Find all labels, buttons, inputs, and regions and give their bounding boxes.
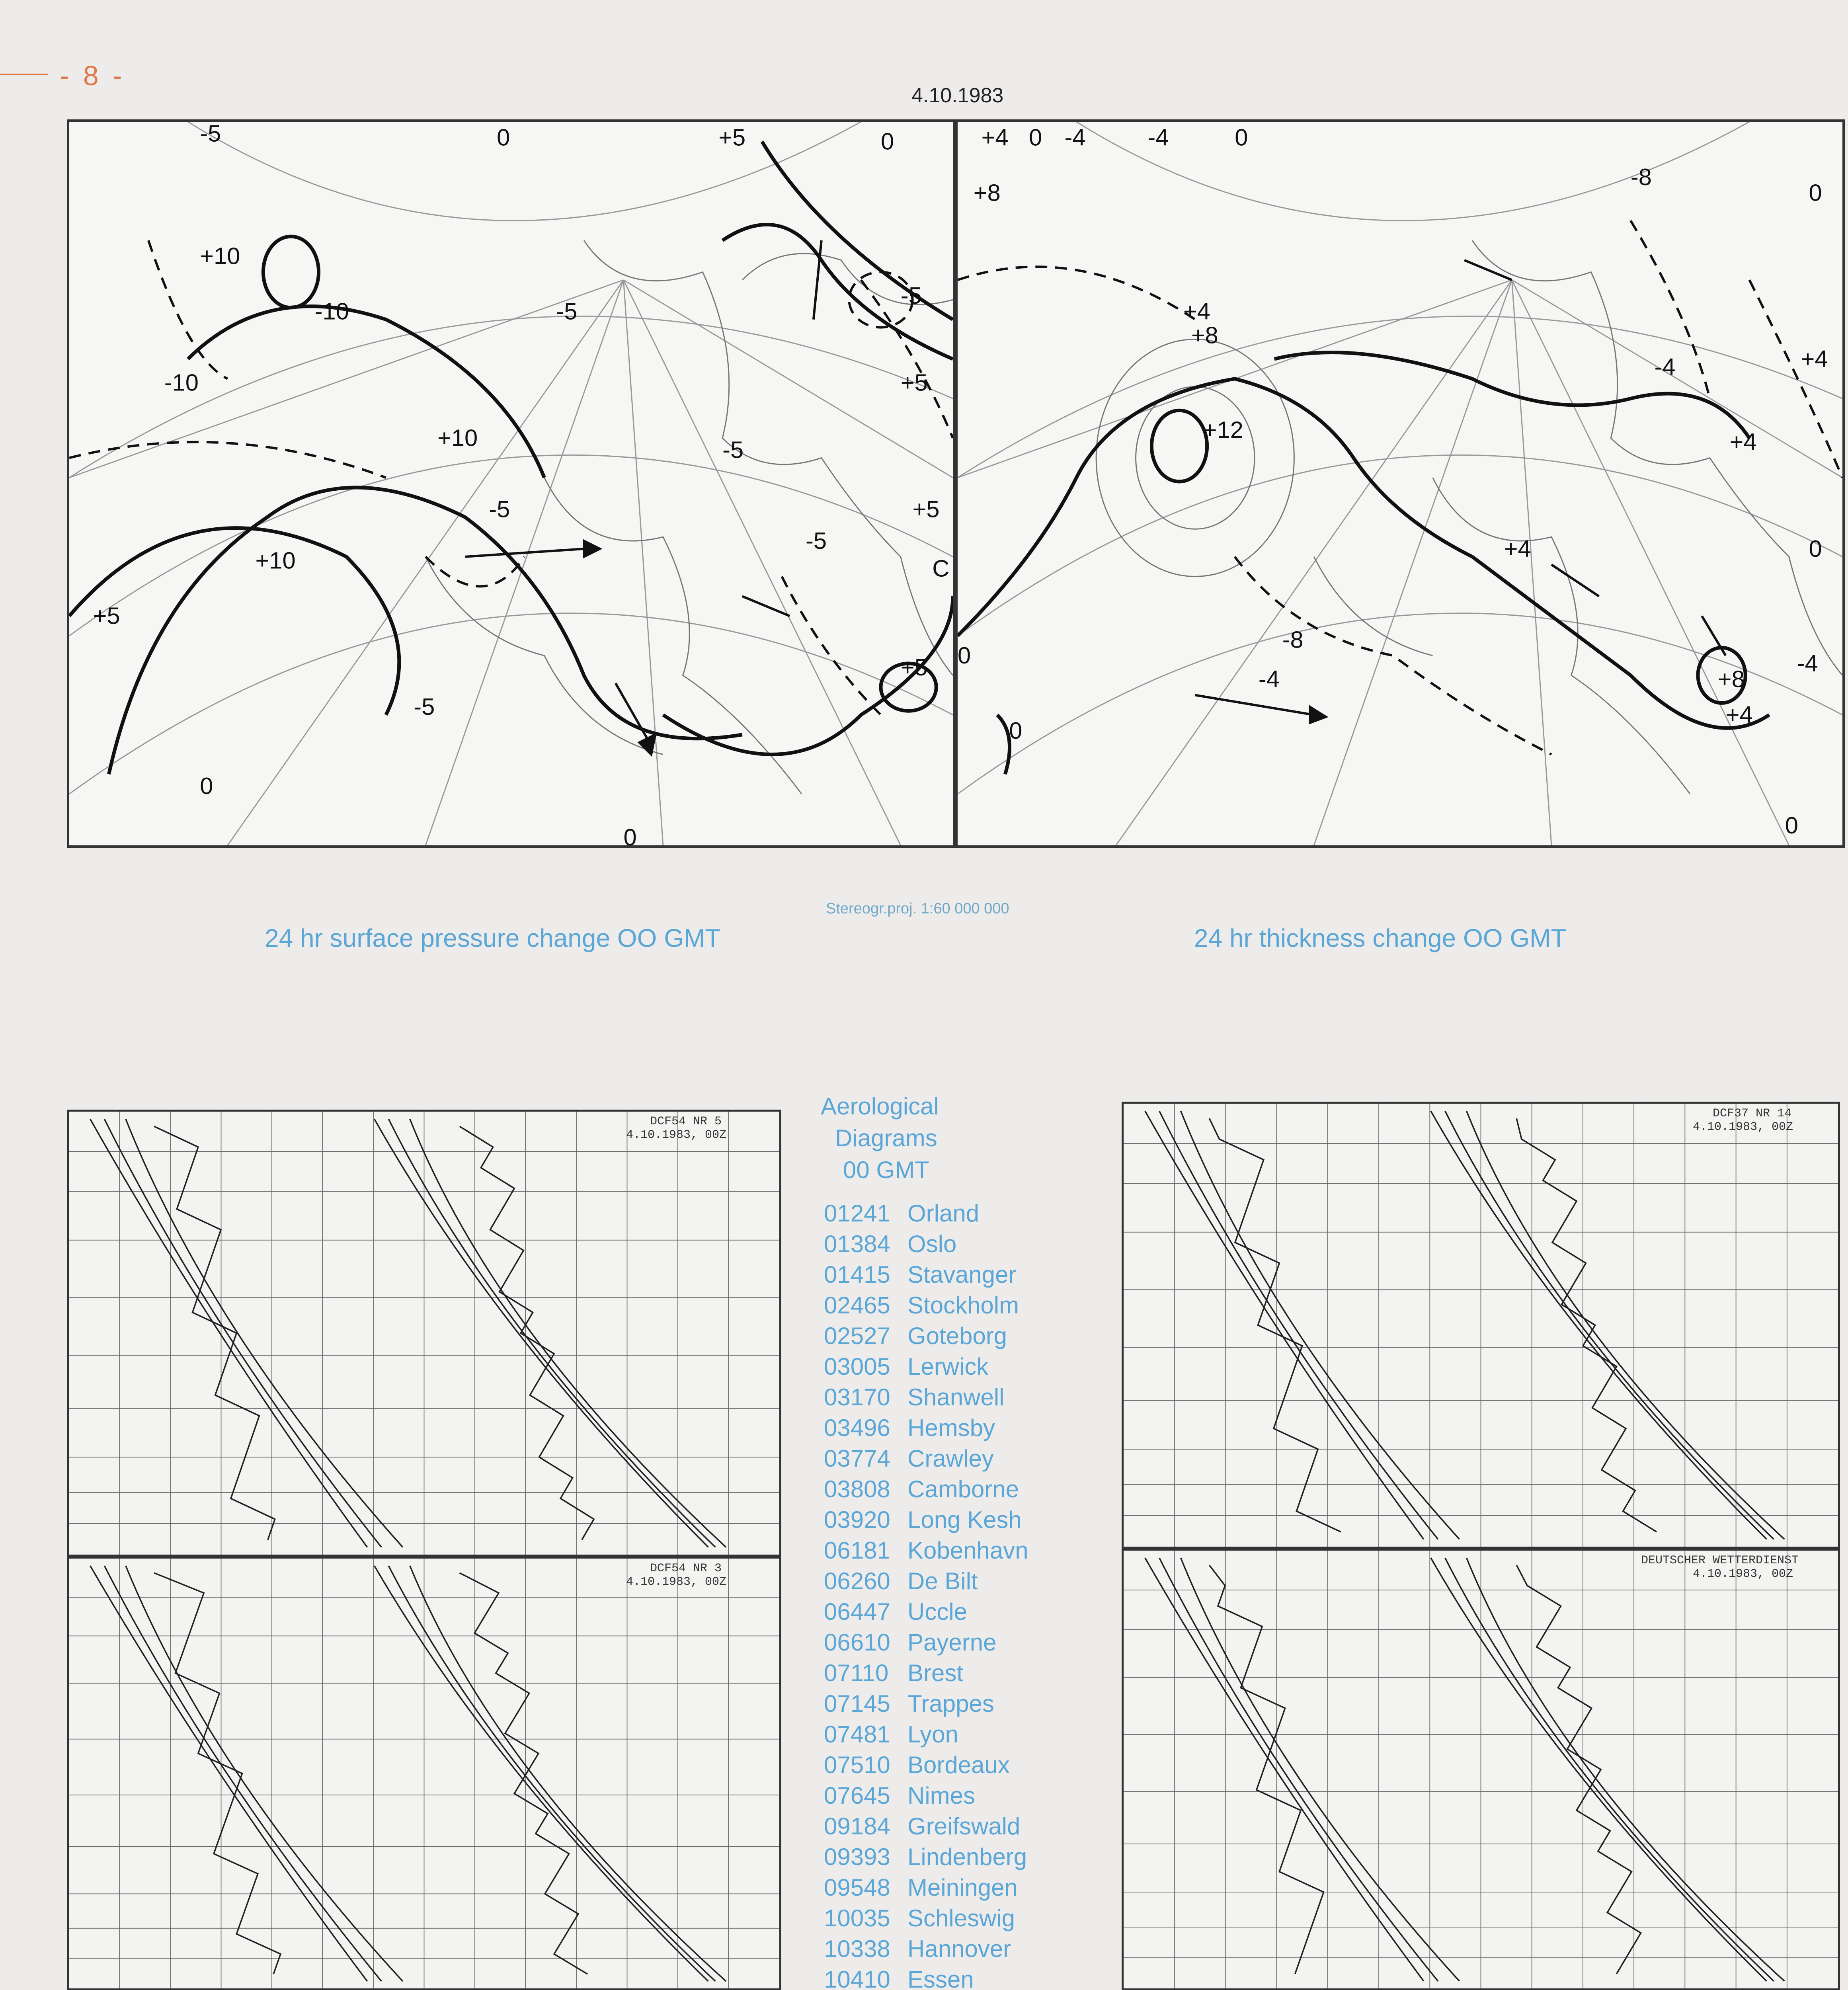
svg-text:+4: +4 — [1725, 701, 1753, 728]
station-code: 03920 — [824, 1506, 890, 1533]
svg-text:0: 0 — [1235, 124, 1248, 151]
station-name: Hemsby — [907, 1414, 995, 1441]
svg-text:+5: +5 — [900, 369, 928, 396]
station-code: 07481 — [824, 1721, 890, 1748]
station-code: 02527 — [824, 1323, 890, 1349]
station-row — [824, 1504, 1150, 1535]
station-row — [824, 1933, 1150, 1964]
station-name: Meiningen — [907, 1874, 1018, 1901]
station-code: 03005 — [824, 1353, 890, 1380]
svg-text:0: 0 — [200, 772, 213, 799]
projection-label: Stereogr.proj. 1:60 000 000 — [826, 900, 1009, 917]
diagram-5-chart — [1124, 1551, 1838, 1988]
station-name: Camborne — [907, 1476, 1019, 1502]
station-row — [824, 1658, 1150, 1688]
svg-text:+10: +10 — [255, 547, 296, 574]
aerological-time: 00 GMT — [843, 1157, 929, 1183]
aerological-diagram-5 — [1122, 1549, 1840, 1990]
aerological-diagram-2 — [67, 1557, 781, 1990]
svg-text:-5: -5 — [722, 436, 744, 463]
svg-text:-5: -5 — [489, 496, 510, 523]
svg-text:+4: +4 — [981, 124, 1009, 151]
station-code: 06447 — [824, 1598, 890, 1625]
svg-text:0: 0 — [1029, 124, 1042, 151]
station-code: 01415 — [824, 1261, 890, 1288]
station-name: Oslo — [907, 1231, 957, 1257]
station-row — [824, 1688, 1150, 1719]
svg-text:-4: -4 — [1258, 665, 1280, 693]
diagram-5-date: 4.10.1983, 00Z — [1693, 1567, 1793, 1581]
page-number: - 8 - — [60, 60, 125, 91]
station-row — [824, 1964, 1150, 1990]
svg-text:-5: -5 — [900, 282, 922, 309]
station-row — [824, 1443, 1150, 1474]
svg-text:+4: +4 — [1801, 345, 1828, 372]
svg-text:+5: +5 — [900, 654, 928, 681]
station-name: Kobenhavn — [907, 1537, 1028, 1564]
station-code: 01384 — [824, 1231, 890, 1257]
svg-text:0: 0 — [958, 642, 971, 669]
surface-pressure-caption: 24 hr surface pressure change OO GMT — [265, 924, 721, 952]
station-name: Payerne — [907, 1629, 997, 1656]
svg-text:-4: -4 — [1064, 124, 1086, 151]
station-row — [824, 1596, 1150, 1627]
station-code: 01241 — [824, 1200, 890, 1227]
station-name: Stockholm — [907, 1292, 1019, 1319]
station-name: De Bilt — [907, 1568, 978, 1594]
station-name: Bordeaux — [907, 1752, 1010, 1778]
station-code: 06181 — [824, 1537, 890, 1564]
station-code: 09393 — [824, 1844, 890, 1870]
diagram-1-header: DCF54 NR 5 — [650, 1115, 722, 1128]
aerological-title: Aerological — [821, 1093, 939, 1120]
station-row — [824, 1842, 1150, 1872]
diagram-2-header: DCF54 NR 3 — [650, 1562, 722, 1575]
diagram-2-chart — [69, 1559, 779, 1988]
svg-text:-4: -4 — [1797, 650, 1818, 677]
svg-text:0: 0 — [1009, 717, 1023, 744]
svg-text:0: 0 — [880, 128, 894, 155]
svg-text:-4: -4 — [1147, 124, 1169, 151]
svg-text:+5: +5 — [718, 124, 746, 151]
surface-pressure-change-map — [67, 119, 955, 848]
station-code: 06260 — [824, 1568, 890, 1594]
svg-text:-8: -8 — [1630, 163, 1652, 190]
station-name: Stavanger — [907, 1261, 1017, 1288]
svg-text:+5: +5 — [93, 602, 120, 629]
station-row — [824, 1474, 1150, 1504]
station-code: 03170 — [824, 1384, 890, 1411]
station-row — [824, 1811, 1150, 1842]
diagram-4-chart — [1124, 1104, 1838, 1547]
station-row — [824, 1750, 1150, 1780]
aerological-diagram-4 — [1122, 1102, 1840, 1549]
svg-text:+8: +8 — [1191, 322, 1218, 349]
diagram-5-header: DEUTSCHER WETTERDIENST — [1641, 1554, 1799, 1567]
station-row — [824, 1198, 1150, 1229]
station-row — [824, 1627, 1150, 1658]
station-name: Shanwell — [907, 1384, 1005, 1411]
station-name: Nimes — [907, 1782, 976, 1809]
station-name: Uccle — [907, 1598, 968, 1625]
station-row — [824, 1413, 1150, 1443]
svg-text:-5: -5 — [414, 693, 435, 720]
svg-text:+12: +12 — [1203, 416, 1243, 443]
station-name: Long Kesh — [907, 1506, 1022, 1533]
page-date: 4.10.1983 — [911, 84, 1004, 107]
svg-text:-4: -4 — [1654, 353, 1676, 380]
diagram-1-chart — [69, 1112, 779, 1555]
header-rule — [0, 74, 48, 75]
station-code: 09548 — [824, 1874, 890, 1901]
aerological-diagram-1 — [67, 1110, 781, 1557]
station-row — [824, 1903, 1150, 1933]
station-code: 06610 — [824, 1629, 890, 1656]
svg-text:0: 0 — [1809, 179, 1822, 206]
station-code: 10035 — [824, 1905, 890, 1931]
svg-text:+8: +8 — [973, 179, 1001, 206]
station-name: Schleswig — [907, 1905, 1015, 1931]
station-name: Lyon — [907, 1721, 958, 1748]
svg-text:0: 0 — [623, 824, 637, 845]
station-name: Hannover — [907, 1935, 1011, 1962]
svg-text:+10: +10 — [200, 242, 240, 269]
station-name: Brest — [907, 1660, 964, 1686]
station-row — [824, 1719, 1150, 1750]
station-name: Greifswald — [907, 1813, 1021, 1840]
svg-text:+4: +4 — [1504, 535, 1531, 562]
svg-text:0: 0 — [1785, 812, 1798, 839]
svg-text:+5: +5 — [912, 496, 940, 523]
station-row — [824, 1351, 1150, 1382]
station-name: Crawley — [907, 1445, 994, 1472]
surface-pressure-map-drawing — [69, 122, 953, 845]
station-code: 03496 — [824, 1414, 890, 1441]
station-code: 07510 — [824, 1752, 890, 1778]
station-row — [824, 1229, 1150, 1259]
svg-text:-5: -5 — [805, 527, 827, 554]
station-row — [824, 1259, 1150, 1290]
diagram-1-date: 4.10.1983, 00Z — [626, 1128, 727, 1142]
station-name: Trappes — [907, 1690, 994, 1717]
diagram-4-date: 4.10.1983, 00Z — [1693, 1120, 1793, 1134]
svg-text:+8: +8 — [1717, 665, 1745, 693]
svg-text:+10: +10 — [437, 424, 478, 451]
station-row — [824, 1290, 1150, 1321]
diagram-4-header: DCF37 NR 14 — [1713, 1107, 1792, 1120]
station-code: 03808 — [824, 1476, 890, 1502]
station-code: 02465 — [824, 1292, 890, 1319]
station-code: 07145 — [824, 1690, 890, 1717]
station-code: 07110 — [824, 1660, 889, 1686]
station-name: Lerwick — [907, 1353, 989, 1380]
svg-text:C: C — [932, 555, 950, 582]
station-row — [824, 1780, 1150, 1811]
svg-text:+4: +4 — [1183, 298, 1210, 325]
svg-text:-5: -5 — [200, 122, 221, 147]
station-row — [824, 1872, 1150, 1903]
station-code: 03774 — [824, 1445, 890, 1472]
station-row — [824, 1382, 1150, 1413]
station-code: 10410 — [824, 1966, 890, 1990]
svg-text:0: 0 — [497, 124, 510, 151]
station-row — [824, 1566, 1150, 1596]
svg-text:-8: -8 — [1282, 626, 1304, 653]
aerological-subtitle: Diagrams — [835, 1125, 937, 1151]
svg-text:-10: -10 — [164, 369, 199, 396]
station-name: Orland — [907, 1200, 980, 1227]
station-row — [824, 1535, 1150, 1566]
station-code: 10338 — [824, 1935, 890, 1962]
station-name: Lindenberg — [907, 1844, 1027, 1870]
station-name: Goteborg — [907, 1323, 1007, 1349]
diagram-2-date: 4.10.1983, 00Z — [626, 1575, 727, 1589]
thickness-map-drawing — [958, 122, 1842, 845]
station-name: Essen — [907, 1966, 974, 1990]
svg-text:0: 0 — [1809, 535, 1822, 562]
svg-text:-5: -5 — [556, 298, 578, 325]
station-list — [824, 1198, 1150, 1990]
station-row — [824, 1321, 1150, 1351]
svg-text:-10: -10 — [314, 298, 349, 325]
station-code: 09184 — [824, 1813, 890, 1840]
station-code: 07645 — [824, 1782, 890, 1809]
thickness-caption: 24 hr thickness change OO GMT — [1194, 924, 1567, 952]
thickness-change-map — [955, 119, 1845, 848]
svg-text:+4: +4 — [1729, 428, 1757, 455]
